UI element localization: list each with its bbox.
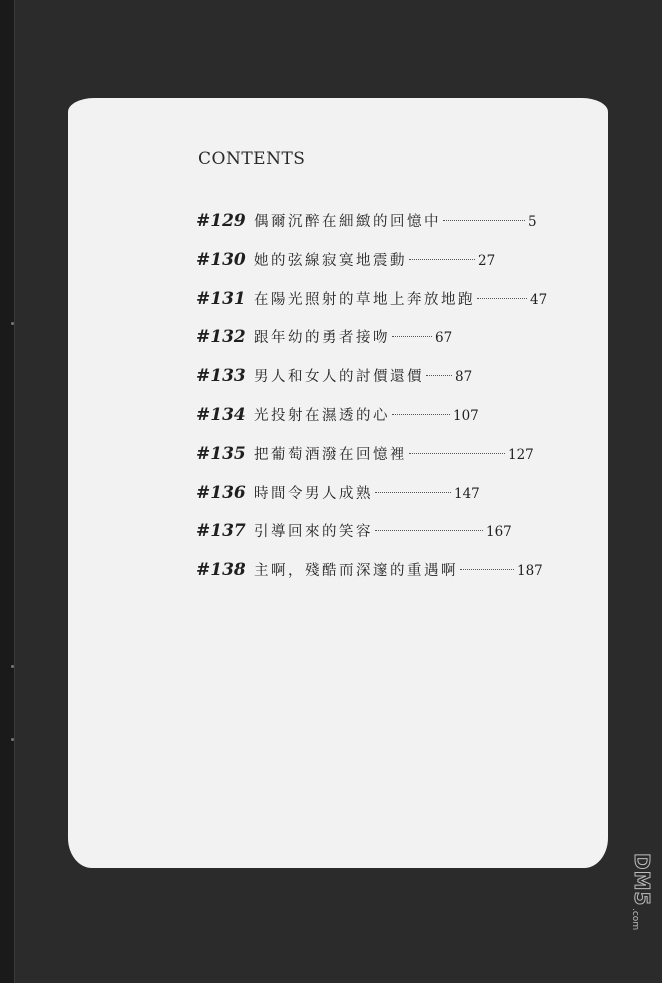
toc-entry[interactable]: [196, 402, 576, 441]
chapter-title: 引導回來的笑容: [254, 524, 373, 541]
chapter-number: #136: [196, 482, 246, 503]
contents-heading: CONTENTS: [198, 149, 306, 169]
site-watermark: [630, 853, 652, 943]
toc-entry[interactable]: [196, 208, 576, 247]
dot-leader: [443, 220, 525, 221]
paper-speck: [11, 665, 14, 668]
chapter-title: 把葡萄酒潑在回憶裡: [254, 446, 407, 463]
dot-leader: [460, 569, 514, 570]
toc-entry[interactable]: [196, 286, 576, 325]
toc-entry[interactable]: [196, 518, 576, 557]
paper-speck: [11, 738, 14, 741]
chapter-title: 在陽光照射的草地上奔放地跑: [254, 291, 475, 308]
chapter-number: #132: [196, 327, 246, 348]
page-number: 67: [435, 330, 453, 347]
watermark-logo: DM5: [630, 853, 654, 907]
chapter-title: 她的弦線寂寞地震動: [254, 252, 407, 269]
chapter-title: 偶爾沉醉在細緻的回憶中: [254, 214, 441, 230]
chapter-title: 光投射在濕透的心: [254, 407, 390, 424]
chapter-number: #130: [196, 249, 246, 270]
chapter-number: #134: [196, 404, 246, 425]
dot-leader: [426, 375, 452, 376]
chapter-title: 跟年幼的勇者接吻: [254, 330, 390, 347]
page-number: 127: [508, 446, 534, 463]
watermark-domain: .com: [630, 908, 640, 931]
chapter-number: #135: [196, 443, 246, 464]
page-number: 87: [455, 369, 473, 386]
chapter-number: #133: [196, 366, 246, 387]
page-number: 47: [530, 291, 548, 308]
dot-leader: [375, 492, 451, 493]
chapter-number: #138: [196, 560, 246, 581]
page-number: 27: [478, 252, 496, 269]
dot-leader: [409, 259, 475, 260]
page-number: 167: [486, 524, 512, 541]
chapter-title: 主啊，殘酷而深邃的重遇啊: [254, 563, 458, 580]
chapter-title: 男人和女人的討價還價: [254, 369, 424, 386]
toc-entry[interactable]: [196, 480, 576, 519]
page-number: 107: [453, 407, 479, 424]
dot-leader: [409, 453, 505, 454]
toc-entry[interactable]: [196, 324, 576, 363]
toc-entry[interactable]: [196, 557, 576, 596]
book-spine-edge: [0, 0, 15, 983]
toc-entry[interactable]: [196, 363, 576, 402]
page-number: 187: [517, 563, 543, 580]
paper-speck: [11, 322, 14, 325]
chapter-number: #137: [196, 521, 246, 542]
page-number: 5: [528, 214, 537, 230]
chapter-title: 時間令男人成熟: [254, 485, 373, 502]
page-number: 147: [454, 485, 480, 502]
dot-leader: [392, 414, 450, 415]
chapter-number: #131: [196, 288, 246, 309]
toc-entry[interactable]: [196, 441, 576, 480]
dot-leader: [392, 336, 432, 337]
dot-leader: [477, 298, 527, 299]
toc-entry[interactable]: [196, 247, 576, 286]
dot-leader: [375, 530, 483, 531]
chapter-number: #129: [196, 211, 246, 231]
table-of-contents: [196, 208, 576, 596]
